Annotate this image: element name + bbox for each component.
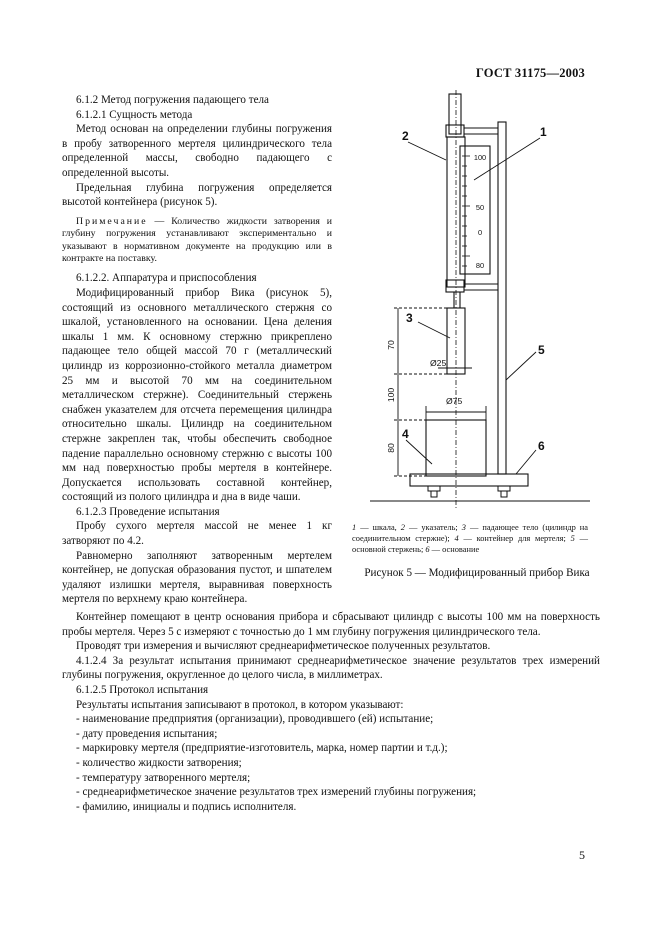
legend-text: — основание — [429, 545, 480, 555]
callout-4: 4 — [402, 427, 409, 441]
callout-6: 6 — [538, 439, 545, 453]
note-block — [62, 216, 332, 266]
paragraph-protocol: Результаты испытания записывают в протокол, в котором указывают: — [76, 698, 404, 711]
left-column — [62, 93, 332, 607]
section-heading-6-1-2-3: 6.1.2.3 Проведение испытания — [76, 505, 220, 518]
list-item: - фамилию, инициалы и подпись исполнителя. — [76, 800, 297, 813]
full-width-text — [62, 610, 600, 814]
scale-ticks — [462, 156, 470, 266]
legend-text: — падающее тело (цилиндр на соединительном стержне); — [352, 523, 588, 544]
list-item: - среднеарифметическое значение результатов трех измерений глубины погружения; — [76, 786, 477, 799]
scale-top-rod — [449, 94, 461, 134]
scale-tick-label: 50 — [475, 203, 485, 212]
legend-number: 4 — [454, 534, 459, 544]
callout-2: 2 — [402, 129, 409, 143]
list-item: - температуру затворенного мертеля; — [76, 771, 251, 784]
legend-text: — указатель; — [404, 523, 462, 532]
paragraph-measurements: Проводят три измерения и вычисляют среднеарифметическое полученных результатов. — [76, 640, 491, 653]
dimension-label-100: 100 — [386, 387, 396, 403]
legend-text: — основной стержень; — [352, 534, 589, 555]
dimension-label-80: 80 — [386, 443, 396, 453]
paragraph-drop: Контейнер помещают в центр основания прибора и сбрасывают цилиндр с высоты 100 мм на поверхность пробы мертеля. Через 5 с измеряют с точностью до 1 мм глубину погружения цилиндрического тела. — [62, 611, 600, 638]
diameter-label-25: Ø25 — [430, 358, 447, 368]
paragraph-depth-limit: Предельная глубина погружения определяется высотой контейнера (рисунок 5). — [62, 181, 332, 209]
list-item: - маркировку мертеля (предприятие-изготовитель, марка, номер партии и т.д.); — [76, 742, 448, 755]
paragraph-filling: Равномерно заполняют затворенным мертелем контейнер, не допуская образования пустот, и шпателем удаляют излишки мертеля, выравнивая поверхность мертеля по верхнему краю контейнера. — [62, 549, 332, 606]
section-heading-6-1-2-5: 6.1.2.5 Протокол испытания — [76, 683, 209, 696]
main-rod — [498, 122, 506, 474]
feet — [428, 486, 510, 497]
vicat-apparatus-figure — [350, 90, 605, 530]
legend-number: 1 — [352, 523, 357, 532]
callout-1: 1 — [540, 125, 547, 139]
scale-tick-label: 100 — [473, 153, 487, 162]
paragraph-sample: Пробу сухого мертеля массой не менее 1 кг затворяют по 4.2. — [62, 520, 332, 548]
protocol-list — [62, 712, 600, 814]
paragraph-method-essence: Метод основан на определении глубины погружения в пробу затворенного мертеля цилиндрического тела определенной массы, свободно падающего с определенной высоты. — [62, 123, 332, 179]
legend-number: 3 — [461, 523, 466, 532]
legend-number: 2 — [400, 523, 405, 532]
page-number: 5 — [579, 848, 585, 862]
section-heading-6-1-2-2: 6.1.2.2. Аппаратура и приспособления — [76, 272, 257, 285]
legend-text: — шкала, — [356, 523, 401, 532]
callout-5: 5 — [538, 343, 545, 357]
scale-tick-label: 80 — [475, 261, 485, 270]
section-heading-6-1-2-1: 6.1.2.1 Сущность метода — [76, 108, 193, 121]
legend-text: — контейнер для мертеля; — [458, 534, 571, 544]
figure-legend — [352, 522, 588, 556]
section-heading-6-1-2: 6.1.2 Метод погружения падающего тела — [76, 94, 269, 106]
list-item: - количество жидкости затворения; — [76, 756, 242, 769]
paragraph-result: 4.1.2.4 За результат испытания принимают среднеарифметическое значение результатов трех измерений глубины погружения, округленное до целого числа, в миллиметрах. — [62, 654, 600, 682]
paragraph-apparatus: Модифицированный прибор Вика (рисунок 5), состоящий из основного металлического стержня со шкалой, установленного на основании. Цена деления шкалы 1 мм. К основному стержню прикреплено падающее тело общей массой 70 г (металлический цилиндр из коррозионно-стойкого металла диаметром 25 мм и высотой 70 мм на соединительном металлическом стержне). Соединительный стержень снабжен указателем для отсчета перемещения цилиндра относительно шкалы. Цилиндр на соединительном стержне закреплен так, чтобы обеспечить свободное падение параллельно основному стержню с высоты 100 мм над поверхностью пробы мертеля в контейнере. Допускается использовать составной контейнер, состоящий из полого цилиндра и дна в виде чаши. — [62, 286, 332, 504]
figure-caption: Рисунок 5 — Модифицированный прибор Вика — [364, 567, 590, 579]
note-text: — Количество жидкости затворения и глубину погружения устанавливают экспериментально и указывают в нормативном документе на продукцию или в контракте на поставку. — [62, 215, 332, 264]
scale-tick-label: 0 — [477, 228, 483, 237]
lower-clamp — [446, 280, 464, 292]
standard-header: ГОСТ 31175—2003 — [475, 66, 585, 80]
list-item: - дату проведения испытания; — [76, 727, 218, 740]
legend-number: 6 — [425, 545, 430, 555]
note-label: Примечание — [76, 215, 148, 227]
dimension-label-70: 70 — [386, 340, 396, 350]
list-item: - наименование предприятия (организации), проводившего (ей) испытание; — [76, 713, 434, 726]
callout-3: 3 — [406, 311, 413, 325]
legend-number: 5 — [570, 534, 575, 544]
diameter-label-75: Ø75 — [446, 396, 463, 406]
